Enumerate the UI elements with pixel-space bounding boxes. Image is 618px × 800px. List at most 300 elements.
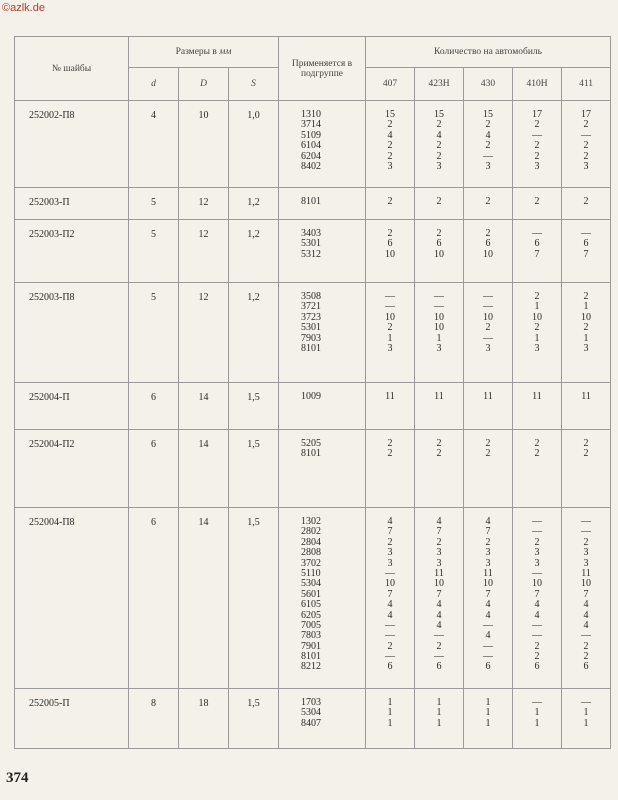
quantity-value: — bbox=[434, 291, 444, 302]
quantity-value: 10 bbox=[434, 248, 444, 260]
table-body bbox=[15, 101, 611, 749]
quantity-value: 10 bbox=[385, 248, 395, 260]
quantity-value: 7 bbox=[485, 526, 491, 538]
header-model-410n: 410Н bbox=[513, 68, 562, 101]
quantity-423 bbox=[415, 430, 464, 508]
washer-number: 252004-П bbox=[15, 383, 129, 430]
quantity-value: 4 bbox=[485, 609, 491, 621]
quantity-value: 10 bbox=[434, 578, 444, 590]
quantity-430 bbox=[464, 188, 513, 220]
quantity-430 bbox=[464, 383, 513, 430]
quantity-value: — bbox=[532, 516, 542, 527]
washer-number: 252003-П2 bbox=[15, 220, 129, 283]
quantity-value: 2 bbox=[387, 196, 393, 207]
subgroup-code: 1310 bbox=[301, 109, 321, 120]
subgroup-code: 3714 bbox=[301, 119, 321, 131]
quantity-411 bbox=[562, 101, 611, 188]
quantity-value: 4 bbox=[436, 129, 442, 141]
subgroup-code: 5205 bbox=[301, 438, 321, 449]
subgroup-code: 7803 bbox=[301, 630, 321, 642]
quantity-423 bbox=[415, 689, 464, 749]
subgroup-code: 2808 bbox=[301, 547, 321, 559]
subgroup-list bbox=[279, 430, 366, 508]
quantity-407 bbox=[366, 383, 415, 430]
quantity-value: 2 bbox=[583, 140, 589, 152]
subgroup-code: 1302 bbox=[301, 516, 321, 527]
subgroup-code: 6204 bbox=[301, 150, 321, 162]
dim-D-value: 14 bbox=[179, 508, 229, 689]
subgroup-code: 8101 bbox=[301, 342, 321, 354]
quantity-value: 2 bbox=[583, 196, 589, 207]
quantity-value: 11 bbox=[581, 567, 591, 579]
quantity-value: — bbox=[483, 640, 493, 652]
quantity-value: 10 bbox=[532, 311, 542, 323]
quantity-value: 6 bbox=[436, 238, 442, 250]
header-washer: № шайбы bbox=[15, 37, 129, 101]
quantity-value: 2 bbox=[436, 438, 442, 449]
quantity-value: 6 bbox=[534, 238, 540, 250]
washer-number: 252004-П2 bbox=[15, 430, 129, 508]
subgroup-code: 5601 bbox=[301, 588, 321, 600]
quantity-value: 2 bbox=[436, 640, 442, 652]
quantity-value: 2 bbox=[485, 438, 491, 449]
table-row bbox=[15, 188, 611, 220]
quantity-411 bbox=[562, 188, 611, 220]
quantity-value: — bbox=[483, 150, 493, 162]
quantity-value: 6 bbox=[387, 661, 393, 673]
subgroup-code: 8101 bbox=[301, 651, 321, 663]
quantity-value: 4 bbox=[436, 599, 442, 611]
subgroup-list bbox=[279, 101, 366, 188]
table-row bbox=[15, 220, 611, 283]
subgroup-code: 6104 bbox=[301, 140, 321, 152]
subgroup-code: 6205 bbox=[301, 609, 321, 621]
quantity-value: 3 bbox=[485, 160, 491, 172]
quantity-value: 2 bbox=[387, 438, 393, 449]
header-model-411: 411 bbox=[562, 68, 611, 101]
quantity-value: 7 bbox=[436, 588, 442, 600]
washer-number: 252003-П bbox=[15, 188, 129, 220]
quantity-410 bbox=[513, 283, 562, 383]
quantity-value: 10 bbox=[434, 311, 444, 323]
quantity-value: 6 bbox=[387, 238, 393, 250]
dim-d-value: 6 bbox=[129, 430, 179, 508]
quantity-value: 10 bbox=[483, 311, 493, 323]
quantity-430 bbox=[464, 220, 513, 283]
quantity-value: 7 bbox=[583, 248, 589, 260]
header-dim-d: d bbox=[129, 68, 179, 101]
header-model-423n: 423Н bbox=[415, 68, 464, 101]
subgroup-code: 5312 bbox=[301, 248, 321, 260]
quantity-value: 10 bbox=[483, 248, 493, 260]
quantity-value: — bbox=[532, 228, 542, 239]
quantity-423 bbox=[415, 383, 464, 430]
quantity-value: 2 bbox=[534, 640, 540, 652]
subgroup-code: 3403 bbox=[301, 228, 321, 239]
quantity-value: 3 bbox=[583, 160, 589, 172]
quantity-value: 15 bbox=[385, 109, 395, 120]
subgroup-code: 1009 bbox=[301, 391, 321, 402]
quantity-411 bbox=[562, 508, 611, 689]
washer-number: 252002-П8 bbox=[15, 101, 129, 188]
quantity-411 bbox=[562, 383, 611, 430]
quantity-value: — bbox=[532, 619, 542, 631]
quantity-value: — bbox=[532, 697, 542, 708]
subgroup-code: 5304 bbox=[301, 707, 321, 719]
quantity-407 bbox=[366, 283, 415, 383]
quantity-value: 4 bbox=[485, 129, 491, 141]
washer-number: 252003-П8 bbox=[15, 283, 129, 383]
quantity-value: 10 bbox=[385, 578, 395, 590]
table-row bbox=[15, 101, 611, 188]
quantity-value: 3 bbox=[583, 547, 589, 559]
quantity-430 bbox=[464, 101, 513, 188]
quantity-value: 2 bbox=[436, 448, 442, 460]
quantity-value: 2 bbox=[534, 322, 540, 334]
quantity-value: 2 bbox=[583, 322, 589, 334]
dim-D-value: 10 bbox=[179, 101, 229, 188]
quantity-value: 2 bbox=[387, 322, 393, 334]
dim-S-value: 1,0 bbox=[229, 101, 279, 188]
quantity-value: 15 bbox=[483, 109, 493, 120]
subgroup-code: 3508 bbox=[301, 291, 321, 302]
quantity-value: 11 bbox=[483, 567, 493, 579]
header-applied: Применяется в подгруппе bbox=[279, 37, 366, 101]
quantity-value: 1 bbox=[387, 717, 393, 729]
quantity-value: — bbox=[532, 567, 542, 579]
quantity-value: — bbox=[434, 651, 444, 663]
quantity-value: 2 bbox=[534, 291, 540, 302]
subgroup-code: 2802 bbox=[301, 526, 321, 538]
quantity-value: 6 bbox=[485, 238, 491, 250]
quantity-value: 2 bbox=[534, 448, 540, 460]
quantity-value: — bbox=[532, 129, 542, 141]
quantity-value: 1 bbox=[583, 301, 589, 313]
quantity-value: 3 bbox=[387, 342, 393, 354]
quantity-423 bbox=[415, 220, 464, 283]
quantity-value: — bbox=[385, 651, 395, 663]
quantity-value: — bbox=[483, 619, 493, 631]
quantity-value: 4 bbox=[485, 599, 491, 611]
dim-S-value: 1,5 bbox=[229, 430, 279, 508]
quantity-value: 2 bbox=[534, 150, 540, 162]
quantity-410 bbox=[513, 508, 562, 689]
quantity-value: 2 bbox=[485, 228, 491, 239]
quantity-value: 2 bbox=[534, 651, 540, 663]
quantity-value: 2 bbox=[387, 448, 393, 460]
subgroup-code: 8101 bbox=[301, 196, 321, 207]
header-sizes-unit: мм bbox=[219, 47, 232, 57]
quantity-value: 2 bbox=[436, 536, 442, 548]
quantity-410 bbox=[513, 220, 562, 283]
quantity-value: 1 bbox=[485, 697, 491, 708]
quantity-value: 7 bbox=[534, 248, 540, 260]
quantity-value: 3 bbox=[583, 342, 589, 354]
subgroup-code: 3721 bbox=[301, 301, 321, 313]
quantity-value: 1 bbox=[534, 332, 540, 344]
quantity-value: — bbox=[385, 301, 395, 313]
quantity-value: 6 bbox=[583, 238, 589, 250]
quantity-value: 17 bbox=[581, 109, 592, 120]
quantity-430 bbox=[464, 430, 513, 508]
quantity-value: 3 bbox=[387, 547, 393, 559]
quantity-value: 6 bbox=[583, 661, 589, 673]
subgroup-code: 5304 bbox=[301, 578, 321, 590]
dim-d-value: 6 bbox=[129, 383, 179, 430]
header-model-407: 407 bbox=[366, 68, 415, 101]
dim-D-value: 18 bbox=[179, 689, 229, 749]
quantity-value: 2 bbox=[583, 640, 589, 652]
quantity-value: 2 bbox=[485, 119, 491, 131]
quantity-value: 4 bbox=[485, 630, 491, 642]
quantity-value: 2 bbox=[534, 196, 540, 207]
washer-number: 252005-П bbox=[15, 689, 129, 749]
quantity-value: 7 bbox=[534, 588, 540, 600]
quantity-value: 2 bbox=[387, 140, 393, 152]
subgroup-code: 5301 bbox=[301, 322, 321, 334]
quantity-407 bbox=[366, 689, 415, 749]
subgroup-list bbox=[279, 283, 366, 383]
subgroup-code: 5109 bbox=[301, 129, 321, 141]
quantity-value: — bbox=[385, 567, 395, 579]
quantity-value: 2 bbox=[534, 140, 540, 152]
quantity-value: 6 bbox=[534, 661, 540, 673]
dim-S-value: 1,2 bbox=[229, 283, 279, 383]
dim-d-value: 8 bbox=[129, 689, 179, 749]
header-quantity: Количество на автомобиль bbox=[366, 37, 611, 68]
quantity-value: — bbox=[483, 651, 493, 663]
quantity-value: — bbox=[581, 516, 592, 527]
quantity-value: 3 bbox=[583, 557, 589, 569]
quantity-value: 11 bbox=[434, 567, 444, 579]
quantity-value: 10 bbox=[385, 311, 395, 323]
quantity-430 bbox=[464, 508, 513, 689]
subgroup-code: 8101 bbox=[301, 448, 321, 460]
quantity-value: 2 bbox=[583, 119, 589, 131]
quantity-value: 2 bbox=[583, 651, 589, 663]
quantity-value: 4 bbox=[387, 609, 393, 621]
quantity-value: 1 bbox=[534, 707, 540, 719]
quantity-423 bbox=[415, 283, 464, 383]
subgroup-code: 8407 bbox=[301, 717, 321, 729]
quantity-value: 2 bbox=[583, 291, 589, 302]
dim-S-value: 1,5 bbox=[229, 508, 279, 689]
header-dim-S: S bbox=[229, 68, 279, 101]
quantity-423 bbox=[415, 508, 464, 689]
dim-S-value: 1,2 bbox=[229, 220, 279, 283]
quantity-value: 1 bbox=[436, 717, 442, 729]
table-row bbox=[15, 689, 611, 749]
quantity-value: — bbox=[434, 301, 444, 313]
quantity-407 bbox=[366, 220, 415, 283]
header-model-430: 430 bbox=[464, 68, 513, 101]
quantity-value: 1 bbox=[436, 707, 442, 719]
quantity-value: 1 bbox=[387, 697, 393, 708]
quantity-value: — bbox=[483, 301, 493, 313]
quantity-value: — bbox=[434, 630, 444, 642]
quantity-value: 10 bbox=[483, 578, 493, 590]
quantity-value: 7 bbox=[387, 588, 393, 600]
quantity-value: 3 bbox=[534, 557, 540, 569]
washer-number: 252004-П8 bbox=[15, 508, 129, 689]
quantity-value: — bbox=[581, 129, 592, 141]
quantity-407 bbox=[366, 188, 415, 220]
quantity-value: 10 bbox=[581, 311, 592, 323]
quantity-value: 10 bbox=[434, 322, 444, 334]
quantity-value: 4 bbox=[534, 599, 540, 611]
quantity-value: 3 bbox=[436, 342, 442, 354]
quantity-423 bbox=[415, 188, 464, 220]
quantity-value: 1 bbox=[436, 332, 442, 344]
quantity-value: 2 bbox=[387, 640, 393, 652]
quantity-value: 1 bbox=[387, 707, 393, 719]
quantity-value: 2 bbox=[436, 196, 442, 207]
quantity-value: 3 bbox=[387, 557, 393, 569]
quantity-value: 11 bbox=[581, 391, 591, 402]
dim-S-value: 1,5 bbox=[229, 689, 279, 749]
quantity-value: 10 bbox=[532, 578, 542, 590]
quantity-value: 15 bbox=[434, 109, 444, 120]
quantity-410 bbox=[513, 689, 562, 749]
dim-S-value: 1,2 bbox=[229, 188, 279, 220]
quantity-value: 3 bbox=[485, 557, 491, 569]
quantity-value: 4 bbox=[583, 599, 589, 611]
quantity-value: 2 bbox=[485, 322, 491, 334]
quantity-value: 2 bbox=[485, 448, 491, 460]
quantity-value: 10 bbox=[581, 578, 592, 590]
table-row bbox=[15, 508, 611, 689]
quantity-value: — bbox=[581, 526, 592, 538]
quantity-value: 4 bbox=[436, 619, 442, 631]
quantity-value: 1 bbox=[436, 697, 442, 708]
quantity-value: 3 bbox=[436, 557, 442, 569]
quantity-value: 2 bbox=[387, 228, 393, 239]
quantity-value: 1 bbox=[485, 707, 491, 719]
quantity-value: 6 bbox=[436, 661, 442, 673]
quantity-value: 2 bbox=[436, 228, 442, 239]
quantity-value: 2 bbox=[583, 536, 589, 548]
dim-d-value: 5 bbox=[129, 283, 179, 383]
quantity-423 bbox=[415, 101, 464, 188]
subgroup-code: 2804 bbox=[301, 536, 321, 548]
subgroup-code: 8212 bbox=[301, 661, 321, 673]
subgroup-code: 7901 bbox=[301, 640, 321, 652]
quantity-407 bbox=[366, 101, 415, 188]
quantity-value: 7 bbox=[583, 588, 589, 600]
quantity-value: 2 bbox=[583, 448, 589, 460]
quantity-value: 1 bbox=[534, 717, 540, 729]
quantity-value: 11 bbox=[532, 391, 542, 402]
dim-d-value: 5 bbox=[129, 220, 179, 283]
dim-D-value: 14 bbox=[179, 430, 229, 508]
quantity-value: 17 bbox=[532, 109, 542, 120]
header-sizes-label: Размеры в bbox=[175, 47, 217, 57]
subgroup-code: 5301 bbox=[301, 238, 321, 250]
subgroup-code: 8402 bbox=[301, 160, 321, 172]
watermark: ©azlk.de bbox=[2, 2, 45, 14]
quantity-value: 11 bbox=[483, 391, 493, 402]
dim-D-value: 14 bbox=[179, 383, 229, 430]
quantity-value: 11 bbox=[434, 391, 444, 402]
quantity-value: 7 bbox=[387, 526, 393, 538]
subgroup-list bbox=[279, 689, 366, 749]
subgroup-list bbox=[279, 188, 366, 220]
quantity-value: 2 bbox=[387, 536, 393, 548]
quantity-value: 3 bbox=[387, 160, 393, 172]
quantity-value: 7 bbox=[485, 588, 491, 600]
quantity-value: 4 bbox=[387, 599, 393, 611]
quantity-value: 3 bbox=[436, 547, 442, 559]
quantity-value: 3 bbox=[534, 547, 540, 559]
quantity-value: 4 bbox=[534, 609, 540, 621]
quantity-value: 2 bbox=[387, 119, 393, 131]
quantity-value: 4 bbox=[583, 609, 589, 621]
quantity-value: — bbox=[581, 228, 592, 239]
quantity-value: 2 bbox=[436, 119, 442, 131]
quantity-value: 1 bbox=[583, 717, 589, 729]
quantity-411 bbox=[562, 220, 611, 283]
quantity-value: — bbox=[532, 630, 542, 642]
quantity-411 bbox=[562, 283, 611, 383]
quantity-value: — bbox=[483, 332, 493, 344]
dim-D-value: 12 bbox=[179, 220, 229, 283]
subgroup-code: 6105 bbox=[301, 599, 321, 611]
header-dim-D: D bbox=[179, 68, 229, 101]
quantity-value: 1 bbox=[534, 301, 540, 313]
quantity-value: 1 bbox=[583, 707, 589, 719]
quantity-value: 2 bbox=[436, 140, 442, 152]
quantity-value: 2 bbox=[485, 140, 491, 152]
quantity-value: 1 bbox=[485, 717, 491, 729]
page-number: 374 bbox=[6, 770, 29, 786]
quantity-value: 4 bbox=[387, 129, 393, 141]
table-row bbox=[15, 383, 611, 430]
quantity-430 bbox=[464, 689, 513, 749]
subgroup-code: 7005 bbox=[301, 619, 321, 631]
quantity-value: — bbox=[483, 291, 493, 302]
quantity-value: 3 bbox=[534, 160, 540, 172]
subgroup-code: 7903 bbox=[301, 332, 321, 344]
quantity-value: 4 bbox=[387, 516, 393, 527]
dim-d-value: 5 bbox=[129, 188, 179, 220]
quantity-value: 3 bbox=[485, 342, 491, 354]
quantity-value: 2 bbox=[485, 196, 491, 207]
quantity-value: — bbox=[385, 291, 395, 302]
quantity-value: 1 bbox=[387, 332, 393, 344]
quantity-value: 2 bbox=[583, 438, 589, 449]
quantity-value: 2 bbox=[534, 536, 540, 548]
dim-d-value: 6 bbox=[129, 508, 179, 689]
quantity-value: 4 bbox=[436, 516, 442, 527]
quantity-value: 4 bbox=[485, 516, 491, 527]
quantity-407 bbox=[366, 508, 415, 689]
quantity-value: 4 bbox=[583, 619, 589, 631]
quantity-value: 6 bbox=[485, 661, 491, 673]
subgroup-list bbox=[279, 383, 366, 430]
dim-d-value: 4 bbox=[129, 101, 179, 188]
dim-D-value: 12 bbox=[179, 283, 229, 383]
quantity-value: — bbox=[385, 619, 395, 631]
quantity-value: 7 bbox=[436, 526, 442, 538]
subgroup-code: 1703 bbox=[301, 697, 321, 708]
quantity-410 bbox=[513, 188, 562, 220]
quantity-value: 2 bbox=[436, 150, 442, 162]
table-row bbox=[15, 283, 611, 383]
dim-D-value: 12 bbox=[179, 188, 229, 220]
quantity-410 bbox=[513, 101, 562, 188]
subgroup-code: 5110 bbox=[301, 567, 321, 579]
quantity-value: 2 bbox=[534, 438, 540, 449]
